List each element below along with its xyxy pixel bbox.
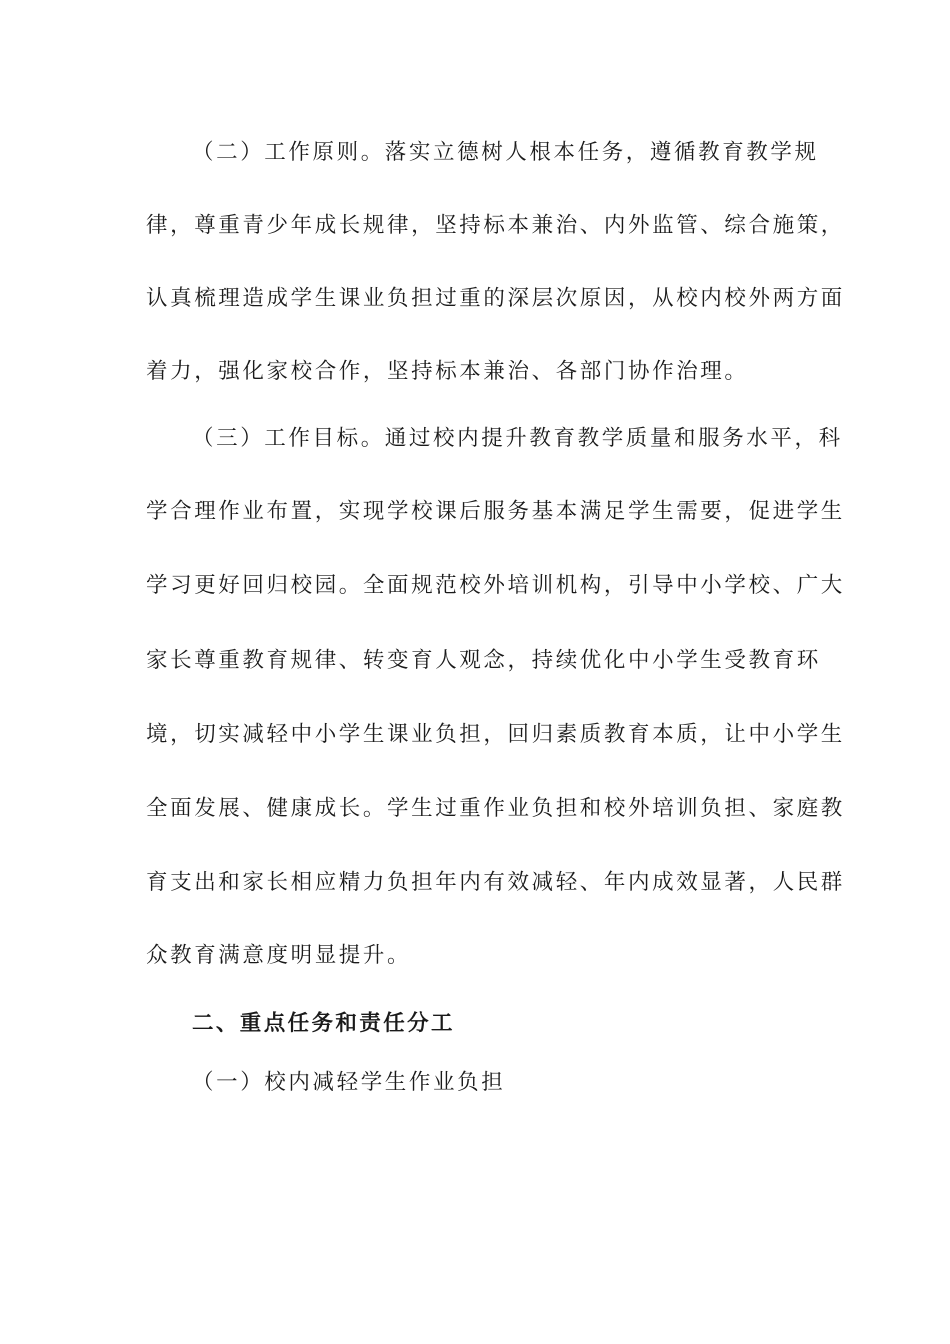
paragraph-line: 全面发展、健康成长。学生过重作业负担和校外培训负担、家庭教	[146, 796, 845, 821]
paragraph-line: （二）工作原则。落实立德树人根本任务，遵循教育教学规	[192, 140, 819, 165]
paragraph-line: 着力，强化家校合作，坚持标本兼治、各部门协作治理。	[146, 359, 749, 384]
paragraph-line: 境，切实减轻中小学生课业负担，回归素质教育本质，让中小学生	[146, 722, 845, 747]
subsection-heading: （一）校内减轻学生作业负担	[192, 1070, 506, 1095]
paragraph-line: 学习更好回归校园。全面规范校外培训机构，引导中小学校、广大	[146, 573, 845, 598]
paragraph-line: 律，尊重青少年成长规律，坚持标本兼治、内外监管、综合施策，	[146, 213, 845, 238]
paragraph-line: 学合理作业布置，实现学校课后服务基本满足学生需要，促进学生	[146, 499, 845, 524]
paragraph-line: （三）工作目标。通过校内提升教育教学质量和服务水平，科	[192, 426, 843, 451]
section-heading: 二、重点任务和责任分工	[192, 1011, 455, 1036]
paragraph-line: 认真梳理造成学生课业负担过重的深层次原因，从校内校外两方面	[146, 286, 845, 311]
paragraph-line: 众教育满意度明显提升。	[146, 943, 412, 968]
paragraph-line: 家长尊重教育规律、转变育人观念，持续优化中小学生受教育环	[146, 648, 821, 673]
paragraph-line: 育支出和家长相应精力负担年内有效减轻、年内成效显著，人民群	[146, 870, 845, 895]
